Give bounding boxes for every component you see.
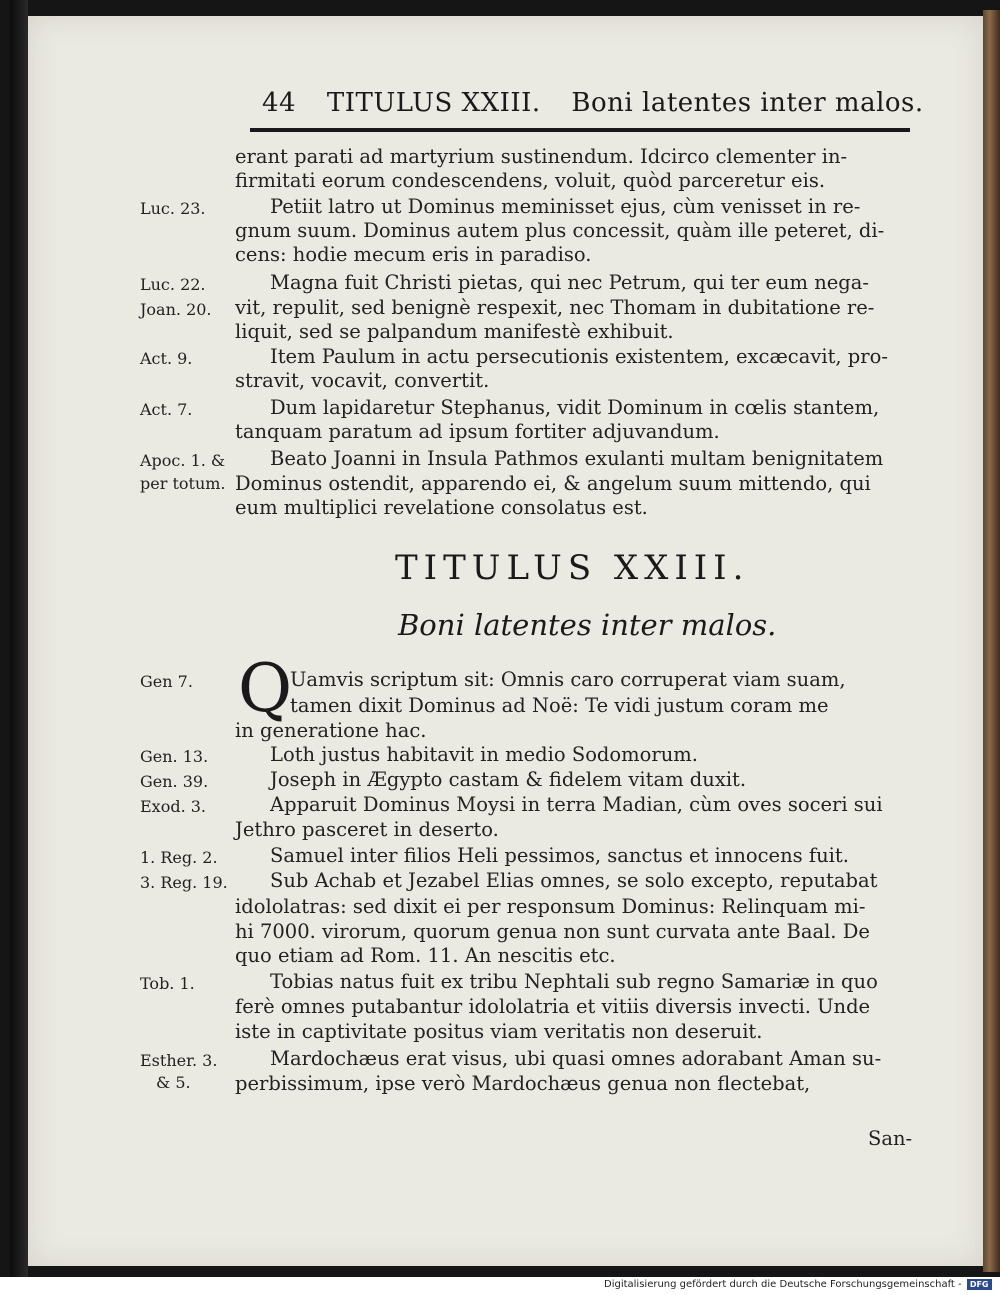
text-line: Dominus ostendit, apparendo ei, & angelum suum mittendo, qui [235, 472, 871, 495]
book-binding-edge [10, 0, 28, 1277]
text-line: idololatras: sed dixit ei per responsum Dominus: Relinquam mi- [235, 895, 866, 918]
text-line: Tobias natus fuit ex tribu Nephtali sub regno Samariæ in quo [270, 970, 878, 993]
text-line: iste in captivitate positus viam veritatis non deseruit. [235, 1020, 763, 1043]
text-line: in generatione hac. [235, 719, 427, 742]
dfg-logo: DFG [967, 1279, 992, 1290]
text-line: firmitati eorum condescendens, voluit, quòd parceretur eis. [235, 169, 826, 192]
text-line: vit, repulit, sed benignè respexit, nec Thomam in dubitatione re- [235, 296, 875, 319]
text-line: Mardochæus erat visus, ubi quasi omnes adorabant Aman su- [270, 1047, 882, 1070]
margin-note: Luc. 22. [140, 275, 206, 294]
margin-note: Act. 9. [140, 349, 193, 368]
text-line: Apparuit Dominus Moysi in terra Madian, cùm oves soceri sui [270, 793, 883, 816]
running-header [262, 88, 924, 118]
margin-note: & 5. [156, 1073, 191, 1092]
text-line: gnum suum. Dominus autem plus concessit, quàm ille peteret, di- [235, 219, 885, 242]
text-line: cens: hodie mecum eris in paradiso. [235, 243, 592, 266]
text-line: eum multiplici revelatione consolatus est. [235, 496, 648, 519]
margin-note: 1. Reg. 2. [140, 848, 218, 867]
page-number: 44 [262, 88, 297, 118]
text-line: hi 7000. virorum, quorum genua non sunt curvata ante Baal. De [235, 920, 870, 943]
margin-note: Apoc. 1. & [140, 451, 226, 470]
text-line: Item Paulum in actu persecutionis existentem, excæcavit, pro- [270, 345, 888, 368]
margin-note: Tob. 1. [140, 974, 195, 993]
margin-note: Gen 7. [140, 672, 193, 691]
margin-note: Luc. 23. [140, 199, 206, 218]
text-line: Sub Achab et Jezabel Elias omnes, se solo excepto, reputabat [270, 869, 878, 892]
text-line: Jethro pasceret in deserto. [235, 818, 499, 841]
section-subtitle: Boni latentes inter malos. [398, 608, 777, 642]
header-rule [250, 128, 910, 132]
margin-note: Esther. 3. [140, 1051, 218, 1070]
margin-note: per totum. [140, 474, 226, 493]
margin-note: Exod. 3. [140, 797, 207, 816]
text-line: ferè omnes putabantur idololatria et vitiis diversis invecti. Unde [235, 995, 871, 1018]
text-line: liquit, sed se palpandum manifestè exhibuit. [235, 320, 674, 343]
text-line: Uamvis scriptum sit: Omnis caro corruperat viam suam, [290, 668, 846, 691]
text-line: quo etiam ad Rom. 11. An nescitis etc. [235, 944, 616, 967]
credit-text: Digitalisierung gefördert durch die Deutsche Forschungsgemeinschaft - [604, 1279, 962, 1290]
text-line: tanquam paratum ad ipsum fortiter adjuvandum. [235, 420, 720, 443]
text-line: erant parati ad martyrium sustinendum. Idcirco clementer in- [235, 145, 848, 168]
text-line: Samuel inter filios Heli pessimos, sanctus et innocens fuit. [270, 844, 849, 867]
text-line: Beato Joanni in Insula Pathmos exulanti multam benignitatem [270, 447, 884, 470]
margin-note: Act. 7. [140, 400, 193, 419]
section-title: TITULUS XXIII. [395, 548, 750, 588]
running-subject: Boni latentes inter malos. [571, 88, 924, 118]
text-line: perbissimum, ipse verò Mardochæus genua non flectebat, [235, 1072, 811, 1095]
running-title: TITULUS XXIII. [326, 88, 541, 118]
margin-note: 3. Reg. 19. [140, 873, 228, 892]
text-line: tamen dixit Dominus ad Noë: Te vidi justum coram me [290, 694, 829, 717]
text-line: stravit, vocavit, convertit. [235, 369, 490, 392]
text-line: Petiit latro ut Dominus meminisset ejus, cùm venisset in re- [270, 195, 861, 218]
text-line: Loth justus habitavit in medio Sodomorum. [270, 743, 698, 766]
text-line: Dum lapidaretur Stephanus, vidit Dominum in cœlis stantem, [270, 396, 880, 419]
digitization-credit [604, 1279, 992, 1290]
catchword: San- [868, 1127, 913, 1150]
margin-note: Gen. 39. [140, 772, 209, 791]
page-fore-edge [983, 10, 1000, 1272]
drop-cap: Q [238, 650, 293, 727]
text-line: Joseph in Ægypto castam & fidelem vitam duxit. [270, 768, 747, 791]
margin-note: Joan. 20. [140, 300, 212, 319]
text-line: Magna fuit Christi pietas, qui nec Petrum, qui ter eum nega- [270, 271, 869, 294]
margin-note: Gen. 13. [140, 747, 209, 766]
